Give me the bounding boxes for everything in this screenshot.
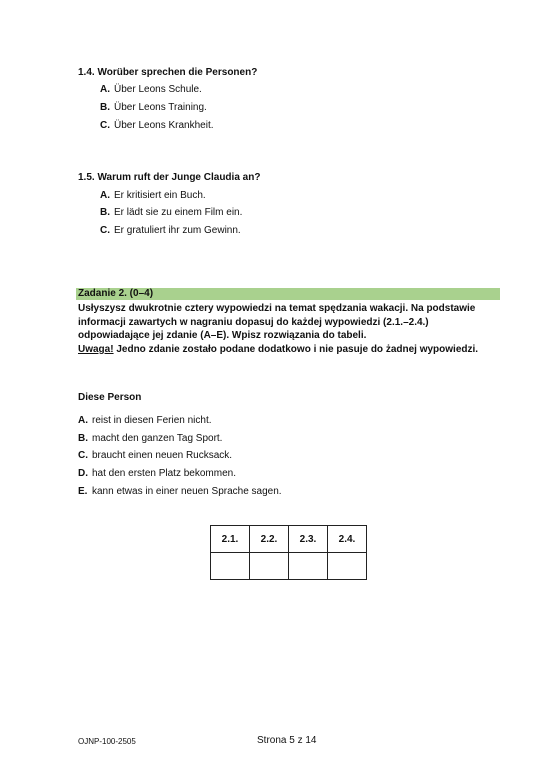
option-letter: C.: [100, 225, 110, 236]
answer-table-header: 2.2.: [250, 526, 289, 553]
option-letter: E.: [78, 486, 88, 497]
option-text: hat den ersten Platz bekommen.: [92, 468, 236, 479]
answer-cell-2-1[interactable]: [211, 553, 250, 580]
option-2-e: [78, 486, 282, 497]
option-text: macht den ganzen Tag Sport.: [92, 433, 223, 444]
answer-cell-2-3[interactable]: [289, 553, 328, 580]
option-text: kann etwas in einer neuen Sprache sagen.: [92, 486, 282, 497]
option-text: Über Leons Training.: [114, 102, 207, 113]
instructions-line: odpowiadające jej zdanie (A–E). Wpisz rozwiązania do tabeli.: [78, 330, 367, 341]
option-text: reist in diesen Ferien nicht.: [92, 415, 212, 426]
answer-table-header: 2.3.: [289, 526, 328, 553]
answer-table-header: 2.1.: [211, 526, 250, 553]
answer-table-input-row: [211, 553, 367, 580]
answer-table-header: 2.4.: [328, 526, 367, 553]
footer-exam-code: OJNP-100-2505: [78, 737, 136, 746]
task-2-instructions: [78, 302, 508, 356]
instructions-line: informacji zawartych w nagraniu dopasuj do każdej wypowiedzi (2.1.–2.4.): [78, 316, 429, 328]
option-2-d: [78, 468, 236, 479]
option-letter: A.: [78, 415, 88, 426]
footer-page-number: Strona 5 z 14: [257, 735, 317, 746]
instructions-line: Usłyszysz dwukrotnie cztery wypowiedzi na temat spędzania wakacji. Na podstawie: [78, 303, 476, 314]
option-1-4-b: [100, 102, 207, 113]
question-1-5: 1.5. Warum ruft der Junge Claudia an?: [78, 172, 261, 183]
option-letter: A.: [100, 84, 110, 95]
option-2-b: [78, 433, 222, 444]
option-text: braucht einen neuen Rucksack.: [92, 450, 233, 461]
option-1-5-c: [100, 225, 241, 236]
option-1-5-a: [100, 190, 206, 201]
option-letter: C.: [100, 120, 110, 131]
option-text: Über Leons Krankheit.: [114, 120, 214, 131]
subheading-diese-person: Diese Person: [78, 392, 142, 403]
option-text: Er gratuliert ihr zum Gewinn.: [114, 225, 241, 236]
option-1-4-c: [100, 120, 214, 131]
option-text: Über Leons Schule.: [114, 84, 202, 95]
option-text: Er lädt sie zu einem Film ein.: [114, 207, 243, 218]
answer-table: [210, 525, 367, 580]
option-letter: B.: [78, 433, 88, 444]
option-1-5-b: [100, 207, 242, 218]
answer-cell-2-2[interactable]: [250, 553, 289, 580]
option-2-a: [78, 415, 212, 426]
warning-label: Uwaga!: [78, 343, 114, 355]
answer-cell-2-4[interactable]: [328, 553, 367, 580]
option-1-4-a: [100, 84, 202, 95]
option-letter: D.: [78, 468, 88, 479]
option-letter: B.: [100, 102, 110, 113]
option-letter: C.: [78, 450, 88, 461]
option-letter: B.: [100, 207, 110, 218]
warning-line: [78, 343, 508, 357]
warning-text: Jedno zdanie zostało podane dodatkowo i nie pasuje do żadnej wypowiedzi.: [113, 343, 479, 355]
option-letter: A.: [100, 190, 110, 201]
task-2-banner: Zadanie 2. (0–4): [76, 288, 500, 300]
question-1-4: 1.4. Worüber sprechen die Personen?: [78, 67, 258, 78]
option-text: Er kritisiert ein Buch.: [114, 190, 206, 201]
option-2-c: [78, 450, 232, 461]
answer-table-header-row: [211, 526, 367, 553]
